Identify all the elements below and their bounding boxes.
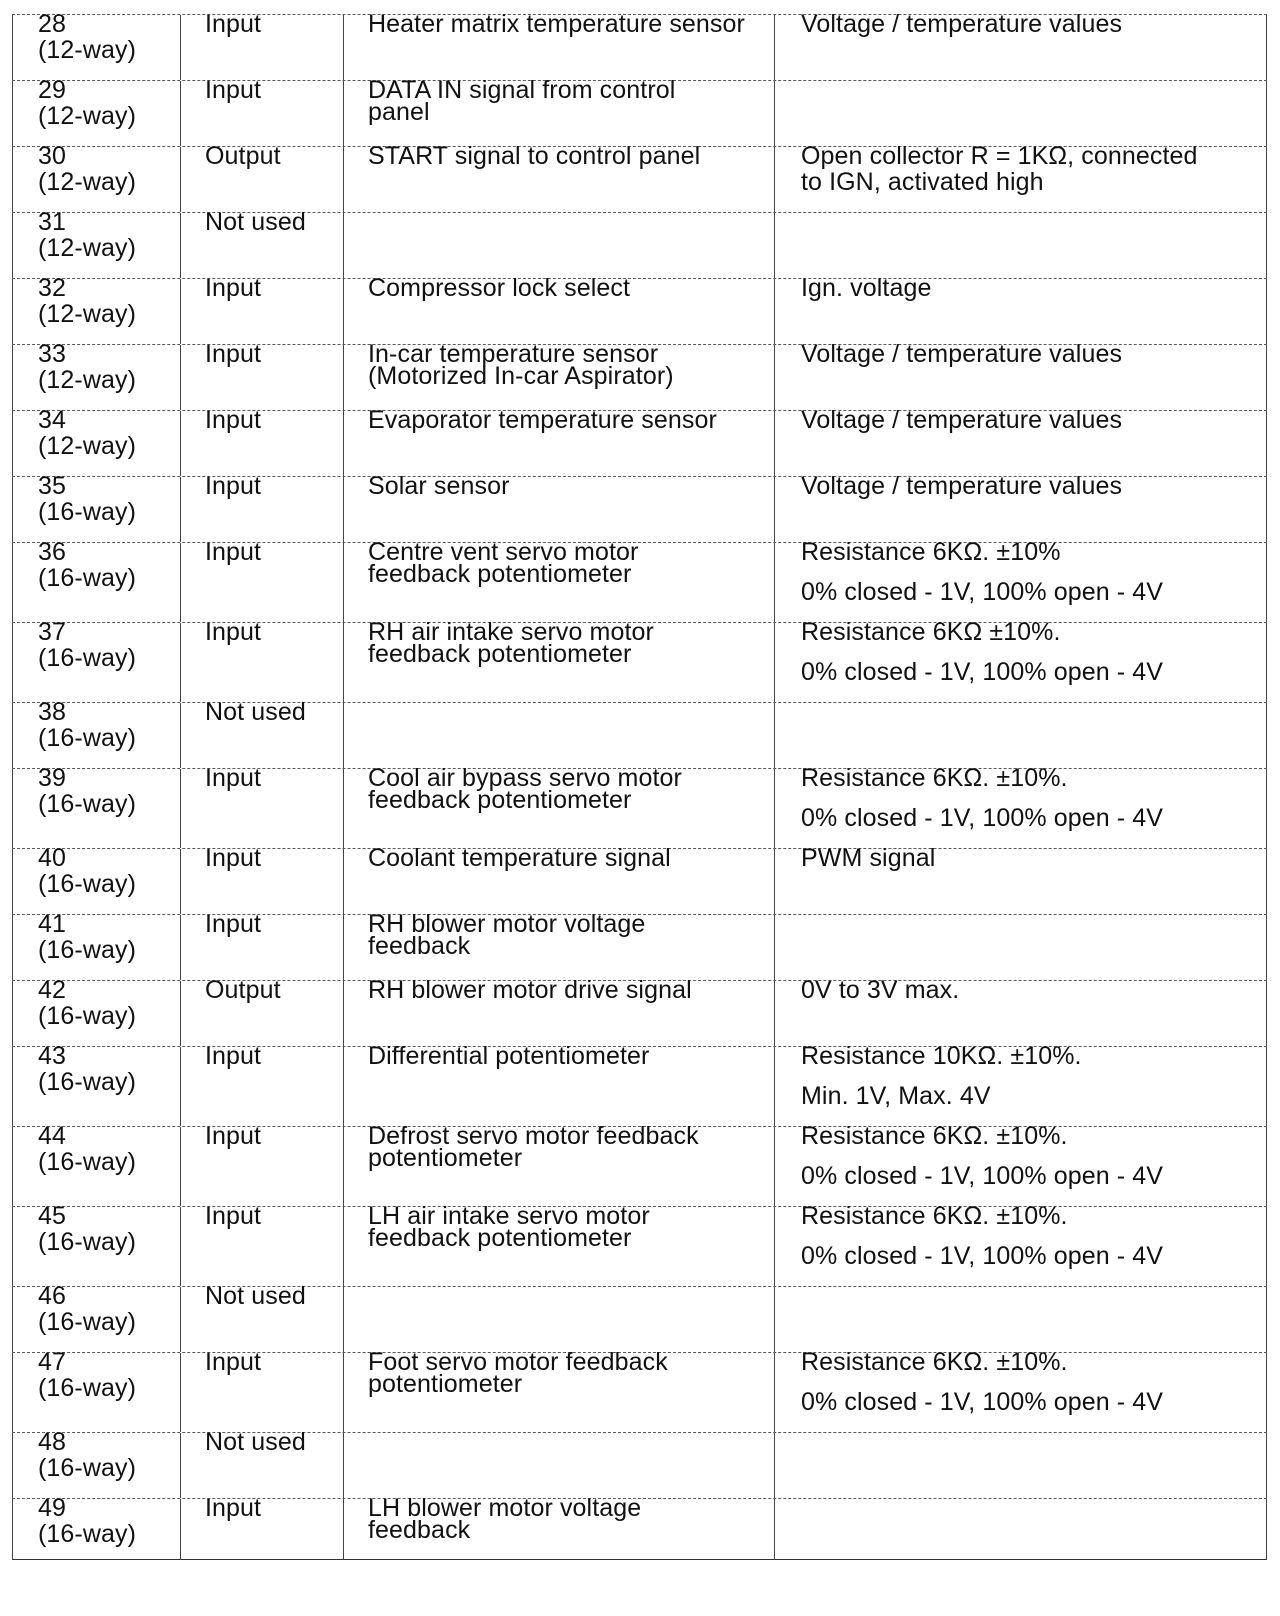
- description-cell: [343, 274, 774, 344]
- signal-type-cell: [180, 208, 343, 278]
- pin-cell: [12, 1494, 180, 1559]
- pin-cell: [12, 406, 180, 476]
- signal-type: Input: [205, 764, 262, 792]
- description-line: Solar sensor: [368, 472, 510, 500]
- description-line: Coolant temperature signal: [368, 844, 671, 872]
- connector-way: (16-way): [38, 644, 137, 672]
- description-cell: [343, 1042, 774, 1126]
- signal-type: Input: [205, 910, 262, 938]
- connector-way: (12-way): [38, 168, 137, 196]
- description-line: Defrost servo motor feedback: [368, 1122, 699, 1150]
- description-line: feedback potentiometer: [368, 640, 632, 668]
- value-cell: [774, 1122, 1267, 1206]
- signal-type: Input: [205, 1042, 262, 1070]
- description-cell: [343, 472, 774, 542]
- value-line: 0% closed - 1V, 100% open - 4V: [801, 1388, 1164, 1416]
- connector-way: (16-way): [38, 1454, 137, 1482]
- connector-way: (16-way): [38, 1002, 137, 1030]
- value-cell: [774, 142, 1267, 212]
- value-cell: [774, 1202, 1267, 1286]
- signal-type-cell: [180, 538, 343, 622]
- pin-number: 31: [38, 208, 67, 236]
- signal-type-cell: [180, 910, 343, 980]
- pin-number: 41: [38, 910, 67, 938]
- value-line: Resistance 6KΩ. ±10%.: [801, 1202, 1068, 1230]
- description-cell: [343, 764, 774, 848]
- description-cell: [343, 1348, 774, 1432]
- signal-type: Not used: [205, 1282, 306, 1310]
- connector-way: (12-way): [38, 36, 137, 64]
- signal-type: Input: [205, 1122, 262, 1150]
- pin-cell: [12, 208, 180, 278]
- description-cell: [343, 1287, 774, 1352]
- description-line: potentiometer: [368, 1144, 523, 1172]
- value-cell: [774, 340, 1267, 410]
- description-cell: [343, 844, 774, 914]
- signal-type-cell: [180, 472, 343, 542]
- value-cell: [774, 844, 1267, 914]
- description-line: Differential potentiometer: [368, 1042, 650, 1070]
- description-cell: [343, 340, 774, 410]
- signal-type-cell: [180, 274, 343, 344]
- connector-way: (16-way): [38, 1228, 137, 1256]
- value-cell: [774, 538, 1267, 622]
- signal-type: Output: [205, 976, 281, 1004]
- description-line: RH air intake servo motor: [368, 618, 654, 646]
- description-line: Evaporator temperature sensor: [368, 406, 717, 434]
- signal-type-cell: [180, 698, 343, 768]
- connector-way: (16-way): [38, 564, 137, 592]
- pin-number: 39: [38, 764, 67, 792]
- signal-type: Not used: [205, 208, 306, 236]
- value-line: Ign. voltage: [801, 274, 932, 302]
- description-line: (Motorized In-car Aspirator): [368, 362, 674, 390]
- pin-cell: [12, 1428, 180, 1498]
- value-cell: [774, 1433, 1267, 1498]
- description-line: Compressor lock select: [368, 274, 631, 302]
- description-line: Foot servo motor feedback: [368, 1348, 668, 1376]
- description-cell: [343, 538, 774, 622]
- table-row: [12, 142, 1267, 212]
- table-row: [12, 1348, 1267, 1432]
- description-line: Centre vent servo motor: [368, 538, 639, 566]
- description-line: RH blower motor voltage: [368, 910, 646, 938]
- value-line: Open collector R = 1KΩ, connected: [801, 142, 1198, 170]
- connector-way: (16-way): [38, 936, 137, 964]
- table-row: [12, 910, 1267, 980]
- description-line: DATA IN signal from control: [368, 76, 676, 104]
- description-cell: [343, 76, 774, 146]
- table-row: [12, 538, 1267, 622]
- description-line: START signal to control panel: [368, 142, 701, 170]
- signal-type: Input: [205, 76, 262, 104]
- value-line: 0% closed - 1V, 100% open - 4V: [801, 1242, 1164, 1270]
- signal-type: Input: [205, 1494, 262, 1522]
- value-cell: [774, 81, 1267, 146]
- pin-cell: [12, 976, 180, 1046]
- pin-cell: [12, 910, 180, 980]
- pin-cell: [12, 538, 180, 622]
- value-cell: [774, 915, 1267, 980]
- signal-type: Input: [205, 538, 262, 566]
- pin-number: 42: [38, 976, 67, 1004]
- connector-way: (16-way): [38, 790, 137, 818]
- table-row: [12, 1494, 1267, 1560]
- value-line: Resistance 6KΩ. ±10%: [801, 538, 1061, 566]
- value-cell: [774, 618, 1267, 702]
- description-cell: [343, 1494, 774, 1559]
- connector-way: (16-way): [38, 1374, 137, 1402]
- description-cell: [343, 1202, 774, 1286]
- pin-number: 36: [38, 538, 67, 566]
- signal-type-cell: [180, 976, 343, 1046]
- value-line: to IGN, activated high: [801, 168, 1044, 196]
- signal-type: Input: [205, 10, 262, 38]
- table-row: [12, 698, 1267, 768]
- description-line: feedback potentiometer: [368, 560, 632, 588]
- value-cell: [774, 764, 1267, 848]
- pin-number: 30: [38, 142, 67, 170]
- signal-type-cell: [180, 340, 343, 410]
- value-line: Voltage / temperature values: [801, 10, 1123, 38]
- signal-type: Input: [205, 1348, 262, 1376]
- pin-number: 37: [38, 618, 67, 646]
- table-row: [12, 274, 1267, 344]
- value-line: Resistance 6KΩ ±10%.: [801, 618, 1061, 646]
- signal-type-cell: [180, 618, 343, 702]
- description-line: panel: [368, 98, 430, 126]
- signal-type-cell: [180, 1042, 343, 1126]
- pin-cell: [12, 10, 180, 80]
- value-cell: [774, 1287, 1267, 1352]
- value-cell: [774, 1499, 1267, 1559]
- description-cell: [343, 703, 774, 768]
- signal-type: Input: [205, 844, 262, 872]
- description-line: feedback potentiometer: [368, 1224, 632, 1252]
- connector-way: (16-way): [38, 1068, 137, 1096]
- connector-way: (12-way): [38, 300, 137, 328]
- connector-way: (16-way): [38, 1308, 137, 1336]
- pin-number: 35: [38, 472, 67, 500]
- pin-cell: [12, 340, 180, 410]
- signal-type-cell: [180, 1282, 343, 1352]
- pin-cell: [12, 1202, 180, 1286]
- table-row: [12, 10, 1267, 80]
- description-line: Heater matrix temperature sensor: [368, 10, 745, 38]
- pin-cell: [12, 274, 180, 344]
- description-cell: [343, 976, 774, 1046]
- connector-way: (12-way): [38, 366, 137, 394]
- value-line: 0% closed - 1V, 100% open - 4V: [801, 578, 1164, 606]
- connector-way: (16-way): [38, 870, 137, 898]
- signal-type: Not used: [205, 1428, 306, 1456]
- pin-number: 45: [38, 1202, 67, 1230]
- table-row: [12, 1428, 1267, 1498]
- signal-type-cell: [180, 406, 343, 476]
- value-line: 0% closed - 1V, 100% open - 4V: [801, 658, 1164, 686]
- signal-type-cell: [180, 764, 343, 848]
- pin-number: 33: [38, 340, 67, 368]
- signal-type: Input: [205, 274, 262, 302]
- signal-type-cell: [180, 1348, 343, 1432]
- pin-number: 32: [38, 274, 67, 302]
- pin-cell: [12, 1122, 180, 1206]
- pin-number: 44: [38, 1122, 67, 1150]
- table-row: [12, 208, 1267, 278]
- table-row: [12, 976, 1267, 1046]
- pin-number: 48: [38, 1428, 67, 1456]
- pin-cell: [12, 76, 180, 146]
- pin-cell: [12, 698, 180, 768]
- pin-number: 46: [38, 1282, 67, 1310]
- pin-cell: [12, 764, 180, 848]
- table-row: [12, 340, 1267, 410]
- description-line: Cool air bypass servo motor: [368, 764, 682, 792]
- table-row: [12, 764, 1267, 848]
- value-cell: [774, 274, 1267, 344]
- table-row: [12, 76, 1267, 146]
- signal-type: Output: [205, 142, 281, 170]
- description-cell: [343, 406, 774, 476]
- value-cell: [774, 703, 1267, 768]
- description-cell: [343, 618, 774, 702]
- pin-number: 47: [38, 1348, 67, 1376]
- table-row: [12, 472, 1267, 542]
- connector-way: (12-way): [38, 234, 137, 262]
- signal-type-cell: [180, 844, 343, 914]
- description-cell: [343, 1433, 774, 1498]
- table-row: [12, 406, 1267, 476]
- value-line: 0% closed - 1V, 100% open - 4V: [801, 1162, 1164, 1190]
- description-line: RH blower motor drive signal: [368, 976, 692, 1004]
- connector-way: (12-way): [38, 102, 137, 130]
- pin-cell: [12, 1348, 180, 1432]
- value-line: Voltage / temperature values: [801, 406, 1123, 434]
- signal-type-cell: [180, 10, 343, 80]
- pin-number: 38: [38, 698, 67, 726]
- description-cell: [343, 142, 774, 212]
- pin-cell: [12, 1042, 180, 1126]
- signal-type-cell: [180, 1122, 343, 1206]
- description-line: feedback: [368, 1516, 471, 1544]
- signal-type-cell: [180, 1202, 343, 1286]
- signal-type: Not used: [205, 698, 306, 726]
- signal-type: Input: [205, 340, 262, 368]
- table-row: [12, 1042, 1267, 1126]
- signal-type-cell: [180, 76, 343, 146]
- signal-type: Input: [205, 472, 262, 500]
- value-line: Resistance 6KΩ. ±10%.: [801, 1122, 1068, 1150]
- value-line: Resistance 10KΩ. ±10%.: [801, 1042, 1082, 1070]
- value-line: Voltage / temperature values: [801, 472, 1123, 500]
- signal-type: Input: [205, 406, 262, 434]
- table-row: [12, 1282, 1267, 1352]
- value-cell: [774, 976, 1267, 1046]
- table-row: [12, 618, 1267, 702]
- value-cell: [774, 1042, 1267, 1126]
- signal-type-cell: [180, 142, 343, 212]
- signal-type-cell: [180, 1494, 343, 1559]
- connector-way: (16-way): [38, 724, 137, 752]
- value-line: PWM signal: [801, 844, 936, 872]
- pin-cell: [12, 844, 180, 914]
- value-line: 0V to 3V max.: [801, 976, 960, 1004]
- description-cell: [343, 910, 774, 980]
- value-line: Min. 1V, Max. 4V: [801, 1082, 991, 1110]
- description-line: potentiometer: [368, 1370, 523, 1398]
- connector-way: (16-way): [38, 1148, 137, 1176]
- description-line: feedback: [368, 932, 471, 960]
- description-cell: [343, 213, 774, 278]
- pin-cell: [12, 1282, 180, 1352]
- pin-number: 40: [38, 844, 67, 872]
- value-line: Resistance 6KΩ. ±10%.: [801, 1348, 1068, 1376]
- pin-cell: [12, 618, 180, 702]
- pin-cell: [12, 142, 180, 212]
- value-cell: [774, 472, 1267, 542]
- pin-number: 29: [38, 76, 67, 104]
- value-cell: [774, 10, 1267, 80]
- table-row: [12, 844, 1267, 914]
- description-line: In-car temperature sensor: [368, 340, 659, 368]
- value-cell: [774, 1348, 1267, 1432]
- pin-cell: [12, 472, 180, 542]
- value-line: 0% closed - 1V, 100% open - 4V: [801, 804, 1164, 832]
- description-line: feedback potentiometer: [368, 786, 632, 814]
- connector-way: (16-way): [38, 498, 137, 526]
- table-row: [12, 1122, 1267, 1206]
- connector-way: (12-way): [38, 432, 137, 460]
- value-line: Resistance 6KΩ. ±10%.: [801, 764, 1068, 792]
- signal-type: Input: [205, 618, 262, 646]
- value-cell: [774, 406, 1267, 476]
- description-line: LH air intake servo motor: [368, 1202, 650, 1230]
- signal-type: Input: [205, 1202, 262, 1230]
- pin-number: 43: [38, 1042, 67, 1070]
- connector-way: (16-way): [38, 1520, 137, 1548]
- pin-number: 49: [38, 1494, 67, 1522]
- signal-type-cell: [180, 1428, 343, 1498]
- description-cell: [343, 1122, 774, 1206]
- description-line: LH blower motor voltage: [368, 1494, 642, 1522]
- value-cell: [774, 213, 1267, 278]
- value-line: Voltage / temperature values: [801, 340, 1123, 368]
- pin-number: 28: [38, 10, 67, 38]
- description-cell: [343, 10, 774, 80]
- table-row: [12, 1202, 1267, 1286]
- pin-number: 34: [38, 406, 67, 434]
